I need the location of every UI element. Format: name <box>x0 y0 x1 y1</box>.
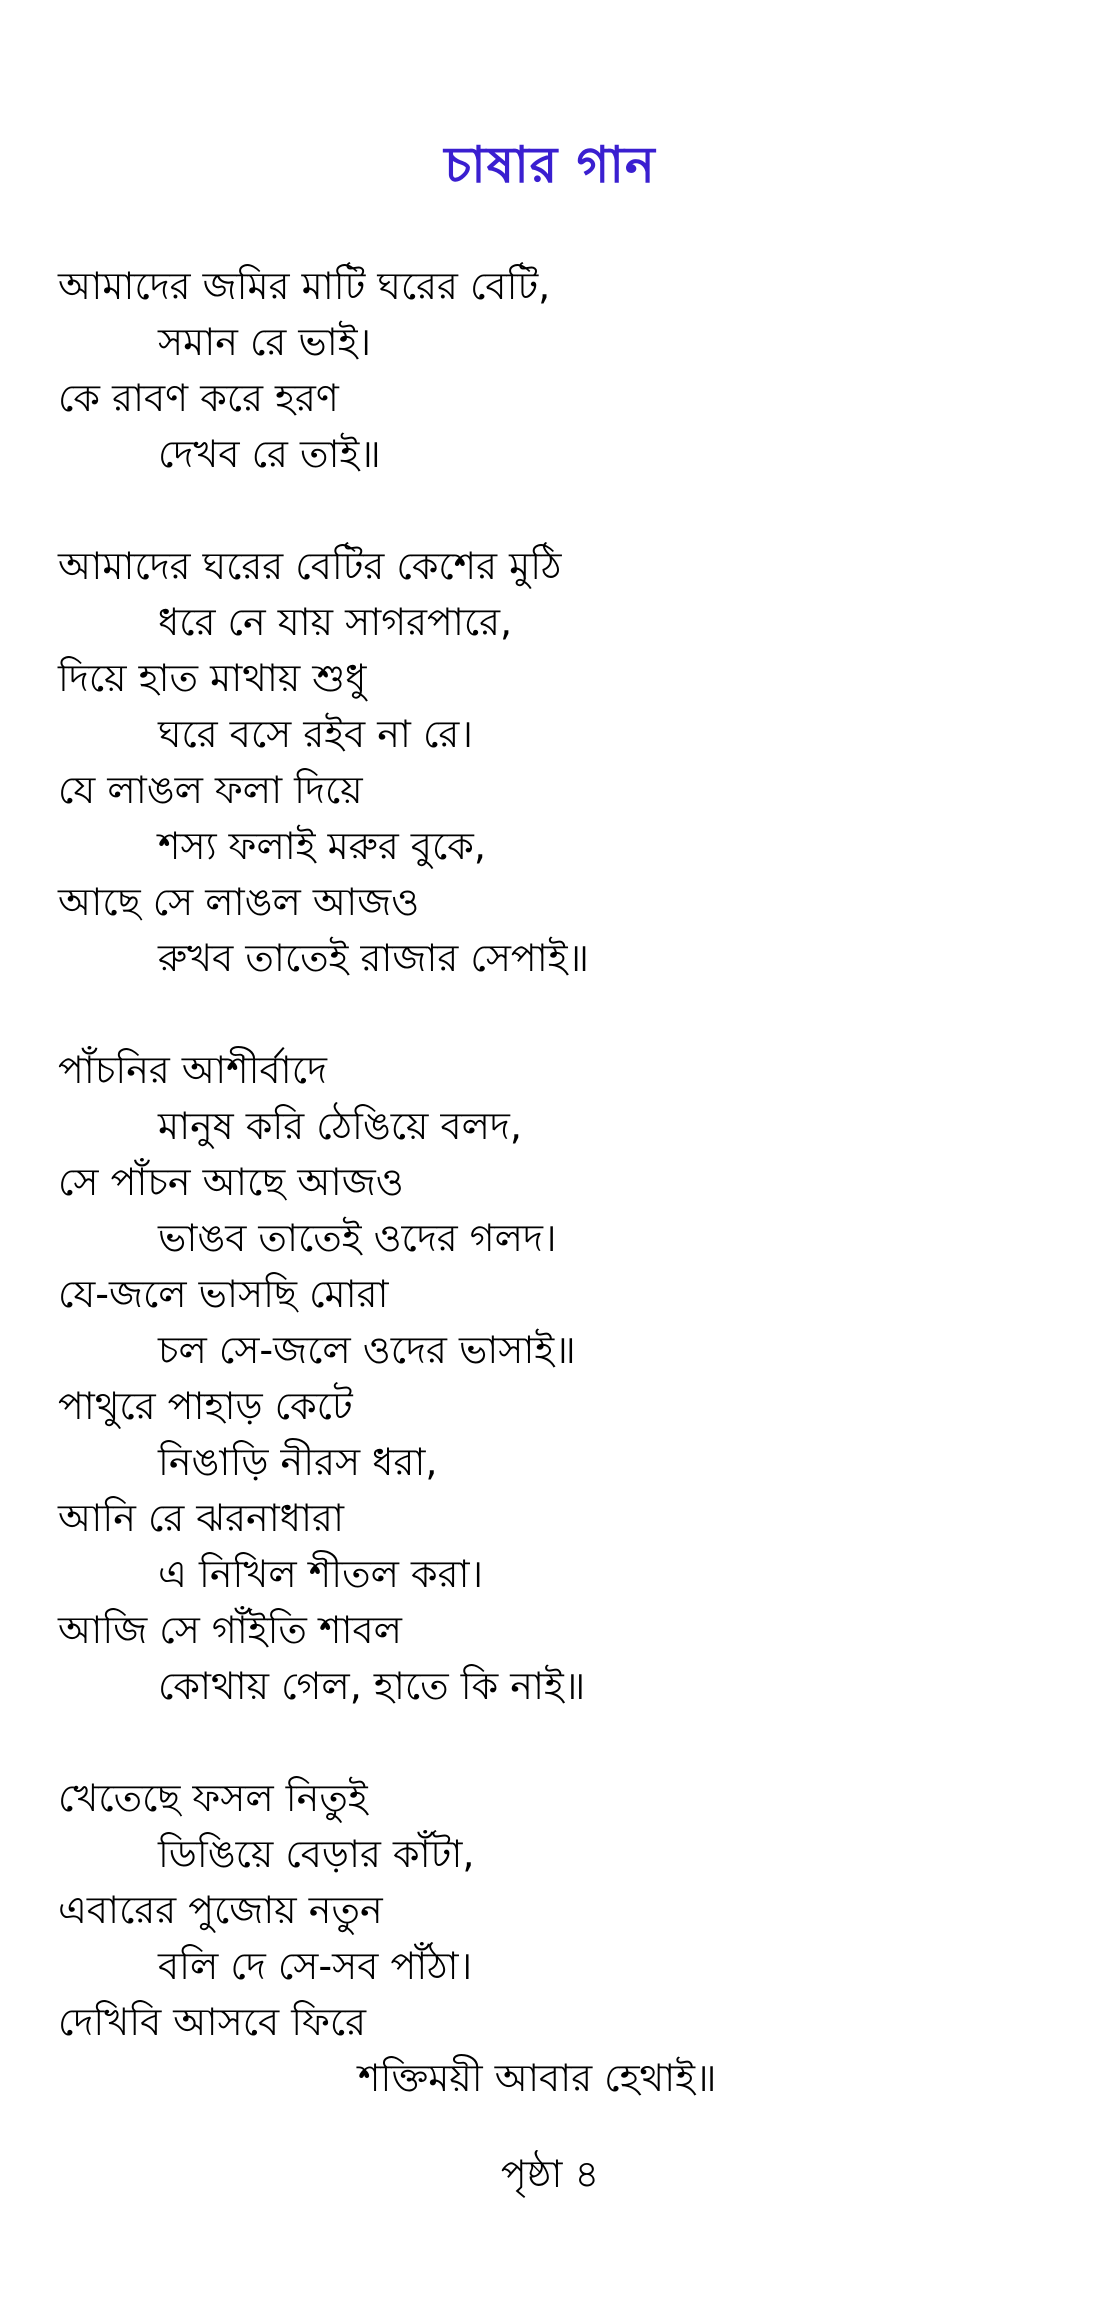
poem-line: পাথুরে পাহাড় কেটে <box>58 1384 353 1428</box>
poem-line: সমান রে ভাই। <box>158 320 372 364</box>
poem-line: চল সে-জলে ওদের ভাসাই॥ <box>158 1328 576 1372</box>
poem-line: আনি রে ঝরনাধারা <box>58 1496 344 1540</box>
poem-line: যে-জলে ভাসছি মোরা <box>58 1272 389 1316</box>
poem-line: নিঙাড়ি নীরস ধরা, <box>158 1440 438 1484</box>
poem-line: কে রাবণ করে হরণ <box>58 376 339 420</box>
poem-line: মানুষ করি ঠেঙিয়ে বলদ, <box>158 1104 522 1148</box>
poem-line: শক্তিময়ী আবার হেথাই॥ <box>358 2056 717 2100</box>
poem-line: ঘরে বসে রইব না রে। <box>158 712 473 756</box>
stanza <box>58 1042 1058 1714</box>
stanza-gap <box>58 482 1058 538</box>
poem-body <box>58 258 1058 2106</box>
poem-line: রুখব তাতেই রাজার সেপাই॥ <box>158 936 590 980</box>
poem-line: আছে সে লাঙল আজও <box>58 880 420 924</box>
poem-line: কোথায় গেল, হাতে কি নাই॥ <box>158 1664 586 1708</box>
poem-line: এবারের পুজোয় নতুন <box>58 1888 383 1932</box>
poem-title: চাষার গান <box>444 136 656 194</box>
poem-line: বলি দে সে-সব পাঁঠা। <box>158 1944 473 1988</box>
poem-line: আমাদের জমির মাটি ঘরের বেটি, <box>58 264 551 308</box>
poem-line: শস্য ফলাই মরুর বুকে, <box>158 824 486 868</box>
page-number: পৃষ্ঠা ৪ <box>500 2152 600 2196</box>
stanza-gap <box>58 986 1058 1042</box>
poem-line: খেতেছে ফসল নিতুই <box>58 1776 368 1820</box>
poem-line: ধরে নে যায় সাগরপারে, <box>158 600 513 644</box>
poem-line: ভাঙব তাতেই ওদের গলদ। <box>158 1216 557 1260</box>
poem-line: আমাদের ঘরের বেটির কেশের মুঠি <box>58 544 562 588</box>
stanza <box>58 258 1058 482</box>
poem-line: সে পাঁচন আছে আজও <box>58 1160 404 1204</box>
stanza-gap <box>58 1714 1058 1770</box>
stanza <box>58 538 1058 986</box>
poem-line: দেখিবি আসবে ফিরে <box>58 2000 367 2044</box>
stanza <box>58 1770 1058 2106</box>
poem-line: দেখব রে তাই॥ <box>158 432 381 476</box>
poem-line: যে লাঙল ফলা দিয়ে <box>58 768 363 812</box>
poem-line: ডিঙিয়ে বেড়ার কাঁটা, <box>158 1832 475 1876</box>
poem-line: আজি সে গাঁইতি শাবল <box>58 1608 402 1652</box>
poem-line: এ নিখিল শীতল করা। <box>158 1552 484 1596</box>
poem-line: পাঁচনির আশীর্বাদে <box>58 1048 327 1092</box>
poem-line: দিয়ে হাত মাথায় শুধু <box>58 656 367 700</box>
